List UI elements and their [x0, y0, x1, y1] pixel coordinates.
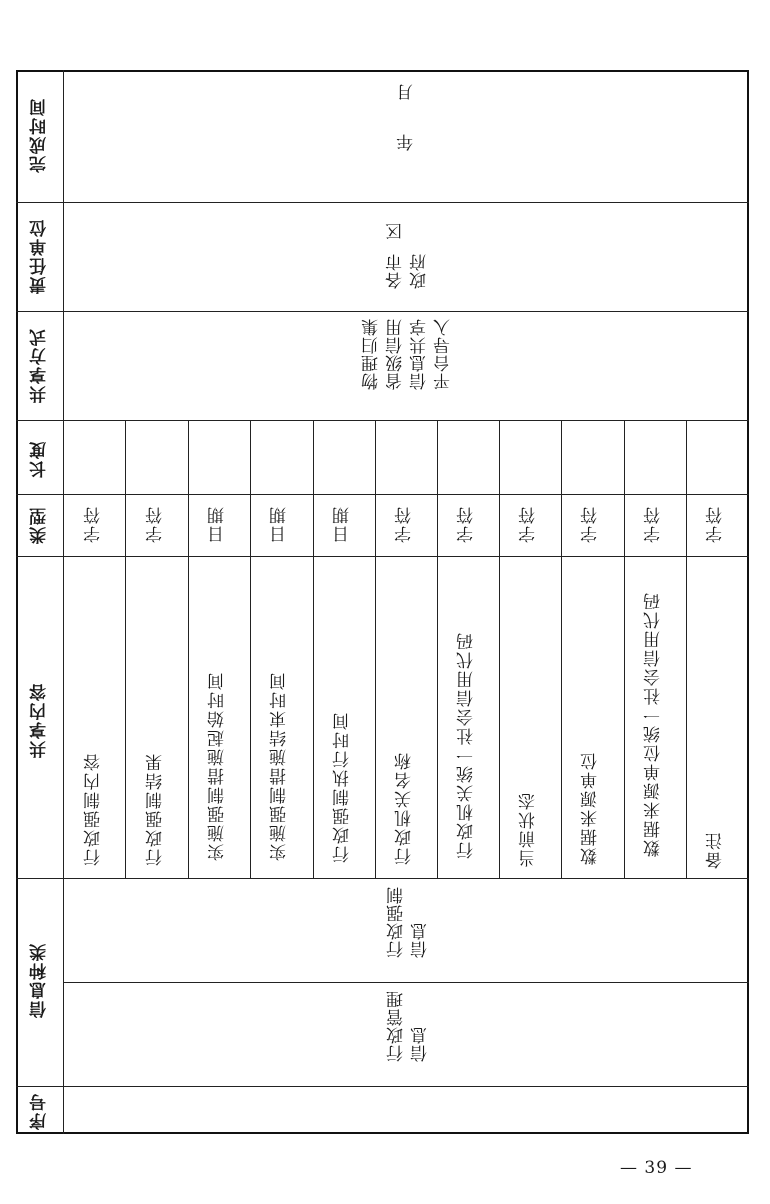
deadline-year: 年: [397, 132, 417, 151]
row-line: [375, 420, 376, 878]
row-content: 实施强制措施结束时间: [270, 671, 290, 861]
row-type: 日期: [270, 505, 290, 543]
row-content: 实施强制措施起始时间: [208, 671, 228, 861]
row-type: 字符: [395, 505, 415, 543]
line-deadline: [16, 202, 749, 203]
row-line: [624, 420, 625, 878]
header-deadline: 完成时间: [30, 97, 50, 173]
share-method: 物理归集 省级信用 信息共享 平台导入: [362, 318, 454, 390]
row-type: 日期: [333, 505, 353, 543]
line-seq: [16, 1086, 749, 1087]
header-content: 共享内容: [30, 682, 50, 758]
row-type: 字符: [644, 505, 664, 543]
row-line: [499, 420, 500, 878]
row-type: 字符: [146, 505, 166, 543]
row-line: [250, 420, 251, 878]
header-seq: 序号: [30, 1092, 50, 1130]
row-type: 字符: [84, 505, 104, 543]
row-type: 日期: [208, 505, 228, 543]
row-content: 数据来源单位统一社会信用代码: [644, 591, 664, 857]
row-type: 字符: [581, 505, 601, 543]
row-line: [313, 420, 314, 878]
row-line: [686, 420, 687, 878]
row-type: 字符: [706, 505, 726, 543]
responsible-unit: 各市 区 政府: [386, 222, 430, 289]
frame-top: [16, 70, 749, 72]
line-length-hdr: [16, 494, 64, 495]
frame-right: [747, 70, 749, 1134]
line-subcategory: [64, 982, 749, 983]
row-content: 行政强制执行时间: [333, 711, 353, 863]
row-line: [437, 420, 438, 878]
frame-left: [16, 70, 18, 1134]
category-admin: 行政管理 信息: [387, 990, 431, 1062]
header-category: 信息种类: [30, 942, 50, 1018]
header-type: 类型: [30, 506, 50, 544]
row-content: 数据来源单位: [581, 751, 601, 865]
line-length: [64, 494, 749, 495]
header-divider: [63, 70, 64, 1134]
header-length: 长度: [30, 440, 50, 478]
row-content: 当前状态: [519, 791, 539, 867]
header-method: 共享方式: [30, 327, 50, 403]
row-content: 行政机关统一社会信用代码: [457, 631, 477, 859]
line-content: [16, 878, 749, 879]
row-line: [125, 420, 126, 878]
row-content: 行政机关名称: [395, 751, 415, 865]
frame-bottom: [16, 1132, 749, 1134]
page-number: — 39 —: [620, 1158, 693, 1178]
row-type: 字符: [457, 505, 477, 543]
deadline-month: 月: [397, 82, 417, 101]
subcategory: 行政强制 信息: [387, 886, 431, 958]
row-line: [188, 420, 189, 878]
row-content: 行政强制内容: [84, 752, 104, 866]
row-line: [561, 420, 562, 878]
line-unit: [16, 311, 749, 312]
row-content: 备注: [706, 831, 726, 869]
row-content: 行政强制结果: [146, 752, 166, 866]
header-unit: 责任单位: [30, 218, 50, 294]
row-type: 字符: [519, 505, 539, 543]
